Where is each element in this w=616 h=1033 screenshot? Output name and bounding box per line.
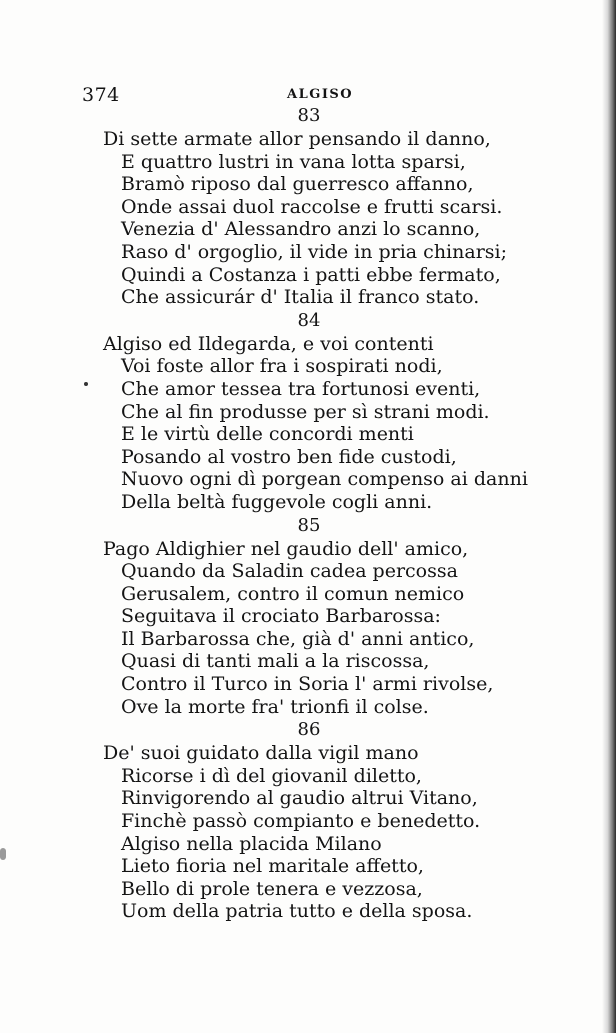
verse-line: E quattro lustri in vana lotta sparsi,: [121, 150, 466, 173]
verse-line: Ricorse i dì del giovanil diletto,: [121, 764, 422, 787]
verse-line: Di sette armate allor pensando il danno,: [103, 128, 491, 150]
verse-line: Quando da Saladin cadea percossa: [121, 560, 458, 583]
verse-line: Rinvigorendo al gaudio altrui Vitano,: [121, 787, 478, 810]
stanza-number: 86: [297, 719, 321, 741]
verse-line: Bello di prole tenera e vezzosa,: [121, 877, 423, 900]
verse-line: Della beltà fuggevole cogli anni.: [121, 490, 433, 513]
verse-line: Contro il Turco in Soria l' armi rivolse,: [121, 673, 494, 696]
verse-line: Quasi di tanti mali a la riscossa,: [121, 650, 430, 673]
verse-line: De' suoi guidato dalla vigil mano: [103, 742, 419, 765]
verse-line: Che amor tessea tra fortunosi eventi,: [121, 377, 481, 400]
verse-line: Bramò riposo dal guerresco affanno,: [121, 173, 474, 196]
verse-line: Finchè passò compianto e benedetto.: [121, 810, 481, 833]
verse-line: Voi foste allor fra i sospirati nodi,: [121, 355, 443, 378]
verse-line: Lieto fioria nel maritale affetto,: [121, 855, 424, 878]
verse-line: Gerusalem, contro il comun nemico: [121, 582, 465, 605]
stanza-86: [0, 718, 616, 923]
verse-line: Seguitava il crociato Barbarossa:: [121, 605, 441, 628]
verse-line: Che assicurár d' Italia il franco stato.: [121, 286, 480, 309]
poem-body: [0, 104, 616, 923]
stanza-84: [0, 309, 616, 514]
verse-line: Pago Aldighier nel gaudio dell' amico,: [103, 537, 469, 560]
page-number: 374: [82, 84, 120, 106]
stanza-85: [0, 514, 616, 719]
verse-line: Algiso ed Ildegarda, e voi contenti: [103, 332, 434, 355]
running-title: ALGISO: [287, 87, 354, 102]
verse-line: Raso d' orgoglio, il vide in pria chinarsi;: [121, 240, 508, 263]
stanza-number: 84: [297, 309, 321, 331]
verse-line: E le virtù delle concordi menti: [121, 423, 414, 446]
paper-stain: [0, 848, 6, 860]
margin-mark: [84, 382, 88, 386]
verse-line: Uom della patria tutto e della sposa.: [121, 900, 473, 923]
verse-line: Algiso nella placida Milano: [121, 832, 382, 855]
stanza-number: 83: [297, 105, 321, 126]
verse-line: Onde assai duol raccolse e frutti scarsi.: [121, 195, 503, 218]
verse-line: Venezia d' Alessandro anzi lo scanno,: [121, 218, 481, 241]
verse-line: Posando al vostro ben fide custodi,: [121, 445, 457, 468]
stanza-83: [0, 104, 616, 309]
verse-line: Nuovo ogni dì porgean compenso ai danni: [121, 468, 528, 491]
stanza-number: 85: [297, 514, 321, 536]
verse-line: Il Barbarossa che, già d' anni antico,: [121, 627, 475, 650]
verse-line: Ove la morte fra' trionfi il colse.: [121, 695, 429, 718]
verse-line: Che al fin produsse per sì strani modi.: [121, 400, 490, 423]
verse-line: Quindi a Costanza i patti ebbe fermato,: [121, 263, 501, 286]
